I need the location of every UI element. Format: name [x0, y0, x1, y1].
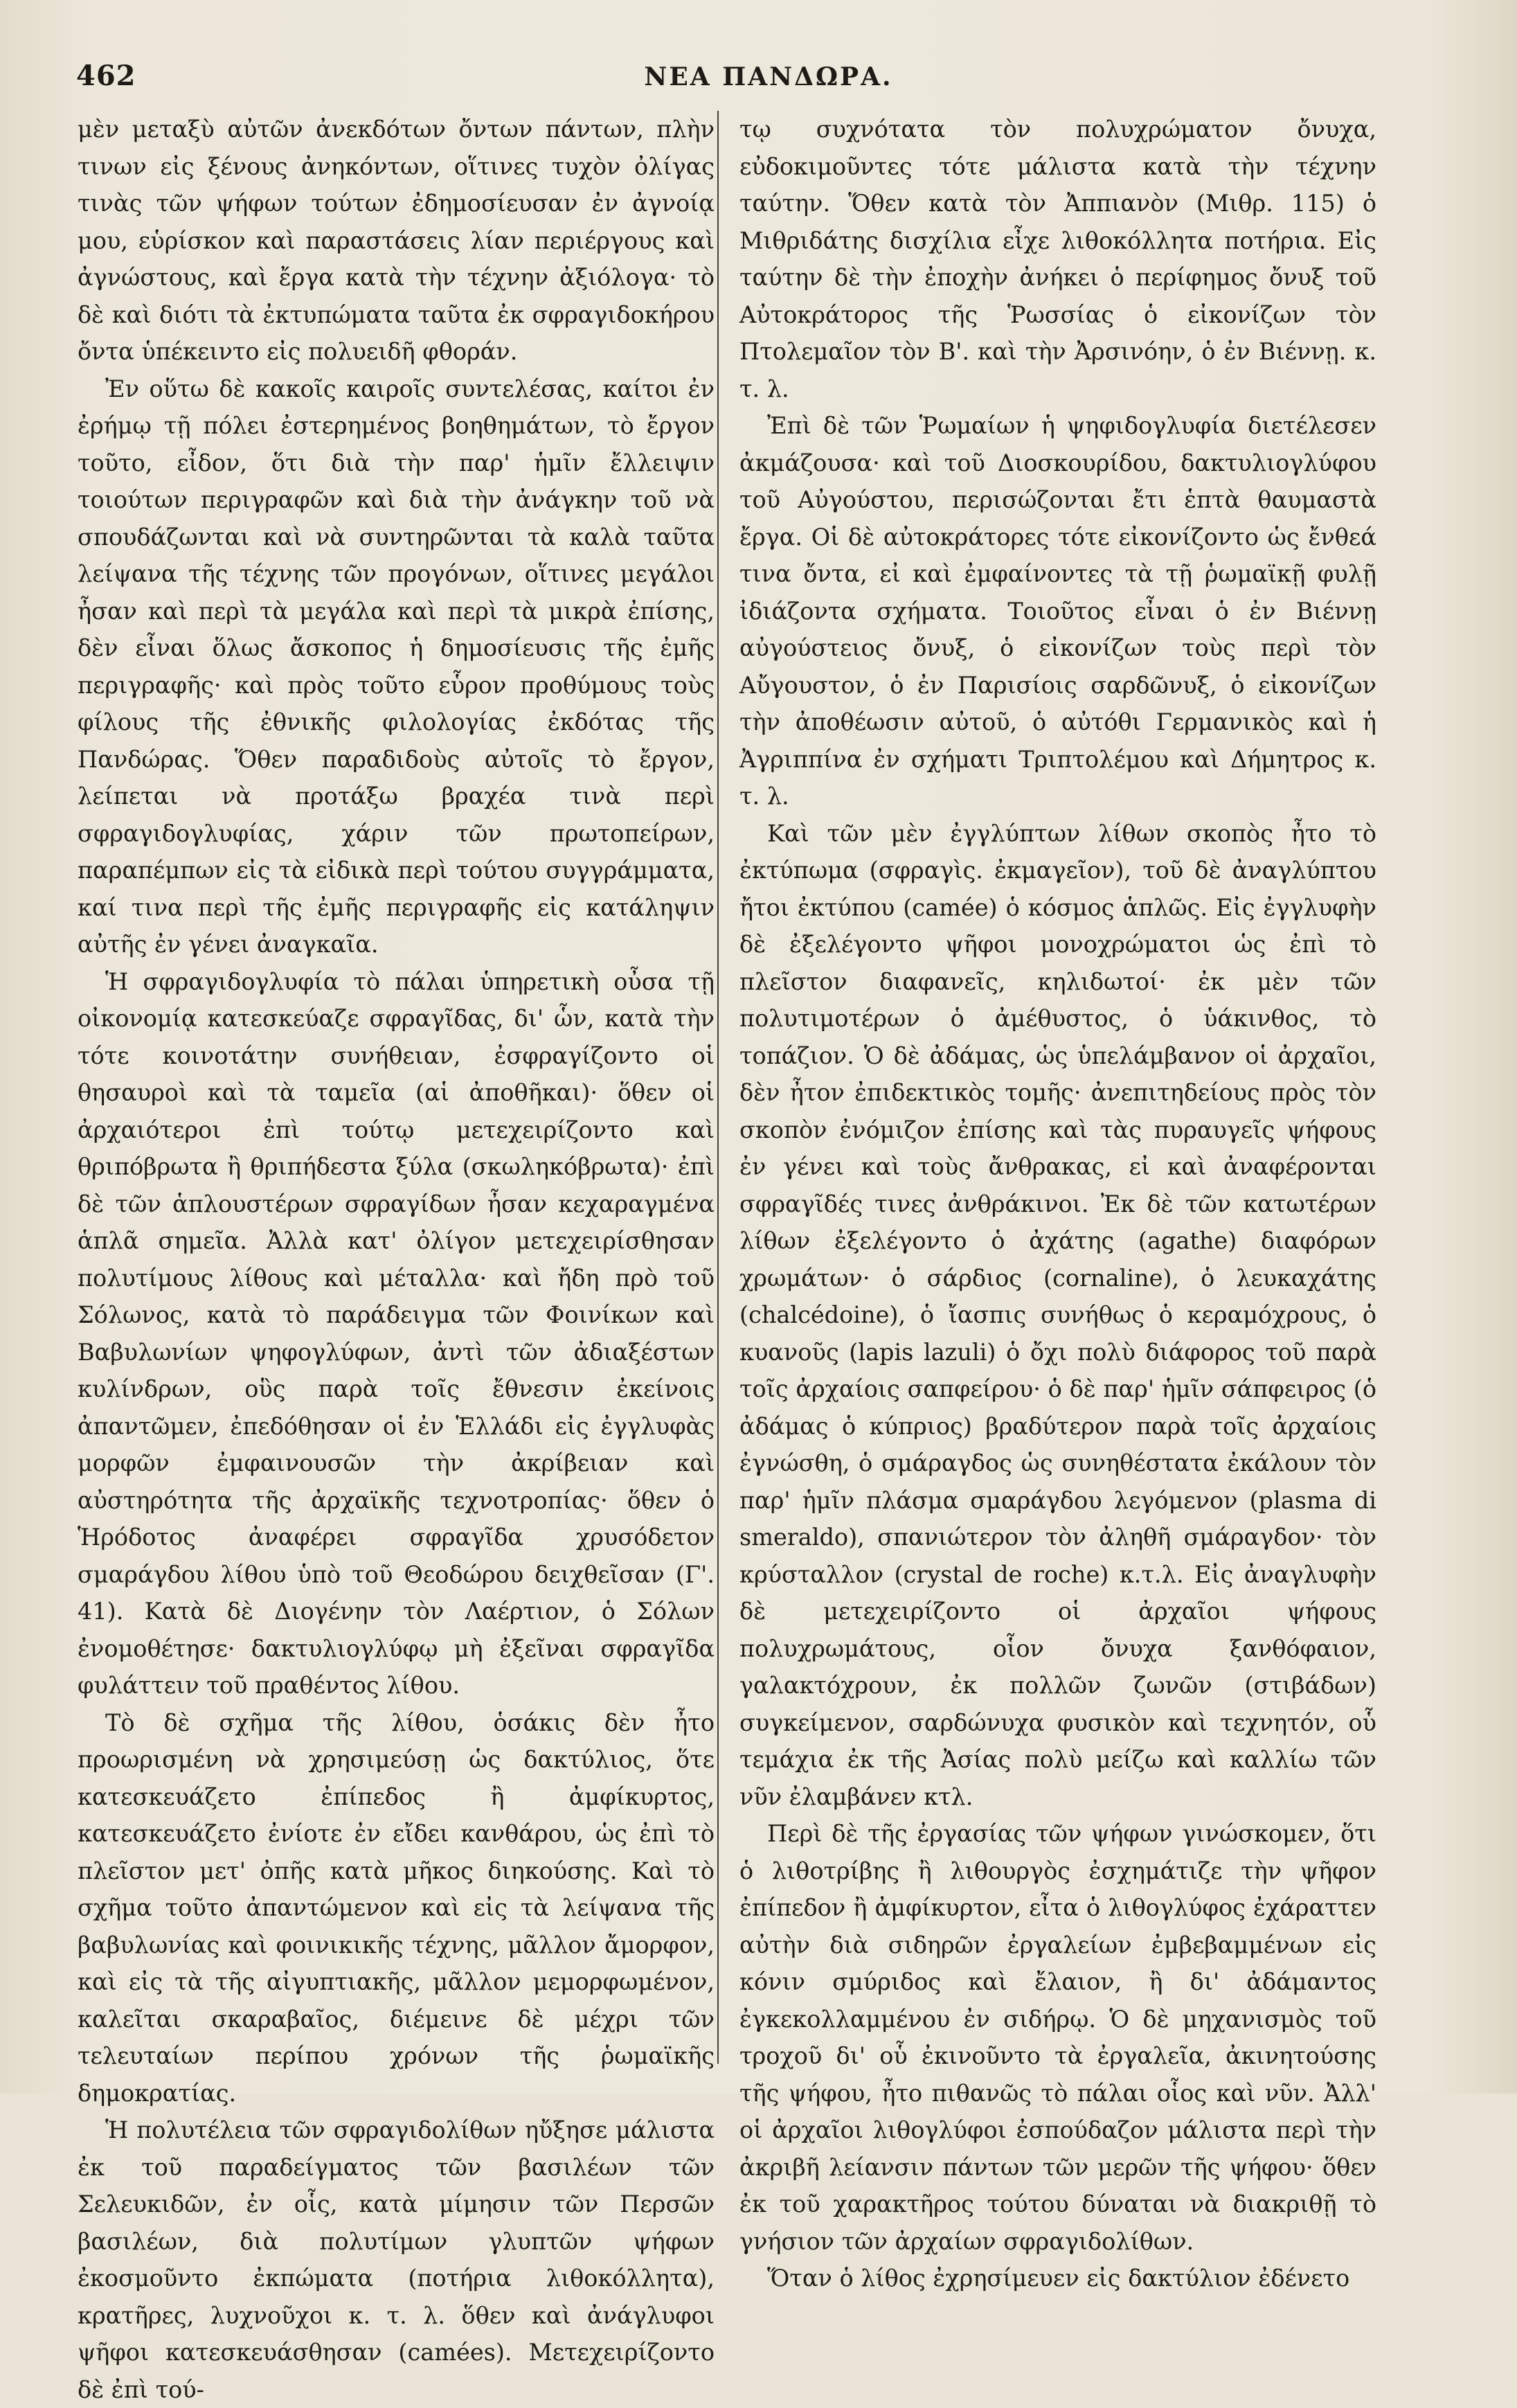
running-title: ΝΕΑ ΠΑΝΔΩΡΑ.	[644, 62, 893, 91]
page-header	[76, 60, 1461, 101]
paragraph: Ἡ σφραγιδογλυφία τὸ πάλαι ὑπηρετικὴ οὖσα τῇ οἰκονομίᾳ κατεσκεύαζε σφραγῖδας, δι' ὧν, κατὰ τὴν τότε κοινοτάτην συνήθειαν, ἐσφραγίζοντο οἱ θησαυροὶ καὶ τὰ ταμεῖα (αἱ ἀποθῆκαι)· ὅθεν οἱ ἀρχαιότεροι ἐπὶ τούτῳ μετεχειρίζοντο καὶ θριπόβρωτα ἢ θριπήδεστα ξύλα (σκωληκόβρωτα)· ἐπὶ δὲ τῶν ἁπλουστέρων σφραγίδων ἦσαν κεχαραγμένα ἁπλᾶ σημεῖα. Ἀλλὰ κατ' ὀλίγον μετεχειρίσθησαν πολυτίμους λίθους καὶ μέταλλα· καὶ ἤδη πρὸ τοῦ Σόλωνος, κατὰ τὸ παράδειγμα τῶν Φοινίκων καὶ Βαβυλωνίων ψηφογλύφων, ἀντὶ τῶν ἀδιαξέστων κυλίνδρων, οὓς παρὰ τοῖς ἔθνεσιν ἐκείνοις ἀπαντῶμεν, ἐπεδόθησαν οἱ ἐν Ἑλλάδι εἰς ἐγγλυφὰς μορφῶν ἐμφαινουσῶν τὴν ἀκρίβειαν καὶ αὐστηρότητα τῆς ἀρχαϊκῆς τεχνοτροπίας· ὅθεν ὁ Ἡρόδοτος ἀναφέρει σφραγῖδα χρυσόδετον σμαράγδου λίθου ὑπὸ τοῦ Θεοδώρου δειχθεῖσαν (Γ'. 41). Κατὰ δὲ Διογένην τὸν Λαέρτιον, ὁ Σόλων ἐνομοθέτησε· δακτυλιογλύφῳ μὴ ἐξεῖναι σφραγῖδα φυλάττειν τοῦ πραθέντος λίθου.	[78, 967, 715, 1699]
column-divider	[717, 111, 719, 2064]
paragraph: Ἡ πολυτέλεια τῶν σφραγιδολίθων ηὔξησε μάλιστα ἐκ τοῦ παραδείγματος τῶν βασιλέων τῶν Σελευκιδῶν, ἐν οἷς, κατὰ μίμησιν τῶν Περσῶν βασιλέων, διὰ πολυτίμων γλυπτῶν ψήφων ἐκοσμοῦντο ἐκπώματα (ποτήρια λιθοκόλλητα), κρατῆρες, λυχνοῦχοι κ. τ. λ. ὅθεν καὶ ἀνάγλυφοι ψῆφοι κατεσκευάσθησαν (camées). Μετεχειρίζοντο δὲ ἐπὶ τού-	[78, 2116, 715, 2403]
paragraph: Καὶ τῶν μὲν ἐγγλύπτων λίθων σκοπὸς ἦτο τὸ ἐκτύπωμα (σφραγὶς. ἐκμαγεῖον), τοῦ δὲ ἀναγλύπτου ἤτοι ἐκτύπου (camée) ὁ κόσμος ἁπλῶς. Εἰς ἐγγλυφὴν δὲ ἐξελέγοντο ψῆφοι μονοχρώματοι ὡς ἐπὶ τὸ πλεῖστον διαφανεῖς, κηλιδωτοί· ἐκ μὲν τῶν πολυτιμοτέρων ὁ ἀμέθυστος, ὁ ὑάκινθος, τὸ τοπάζιον. Ὁ δὲ ἀδάμας, ὡς ὑπελάμβανον οἱ ἀρχαῖοι, δὲν ἦτον ἐπιδεκτικὸς τομῆς· ἀνεπιτηδείους πρὸς τὸν σκοπὸν ἐνόμιζον ἐπίσης καὶ τὰς πυραυγεῖς ψήφους ἐν γένει καὶ τοὺς ἄνθρακας, εἰ καὶ ἀναφέρονται σφραγῖδές τινες ἀνθράκινοι. Ἐκ δὲ τῶν κατωτέρων λίθων ἐξελέγοντο ὁ ἀχάτης (agathe) διαφόρων χρωμάτων· ὁ σάρδιος (cornaline), ὁ λευκαχάτης (chalcédoine), ὁ ἴασπις συνήθως ὁ κεραμόχρους, ὁ κυανοῦς (lapis lazuli) ὁ ὄχι πολὺ διάφορος τοῦ παρὰ τοῖς ἀρχαίοις σαπφείρου· ὁ δὲ παρ' ἡμῖν σάπφειρος (ὁ ἀδάμας ὁ κύπριος) βραδύτερον παρὰ τοῖς ἀρχαίοις ἐγνώσθη, ὁ σμάραγδος ὡς συνηθέστατα ἐκάλουν τὸν παρ' ἡμῖν πλάσμα σμαράγδου λεγόμενον (plasma di smeraldo), σπανιώτερον τὸν ἀληθῆ σμάραγδον· τὸν κρύσταλλον (crystal de roche) κ.τ.λ. Εἰς ἀναγλυφὴν δὲ μετεχειρίζοντο οἱ ἀρχαῖοι ψήφους πολυχρωμάτους, οἷον ὄνυχα ξανθόφαιον, γαλακτόχρουν, ἐκ πολλῶν ζωνῶν (στιβάδων) συγκείμενον, σαρδώνυχα φυσικὸν καὶ τεχνητόν, οὗ τεμάχια ἐκ τῆς Ἀσίας πολὺ μείζω καὶ καλλίω τῶν νῦν ἐλαμβάνεν κτλ.	[739, 819, 1376, 1810]
paragraph: Ὅταν ὁ λίθος ἐχρησίμευεν εἰς δακτύλιον ἐδένετο	[767, 2265, 1350, 2292]
left-column	[78, 111, 715, 2408]
page-number: 462	[76, 60, 136, 92]
paragraph: Τὸ δὲ σχῆμα τῆς λίθου, ὁσάκις δὲν ἦτο προωρισμένη νὰ χρησιμεύσῃ ὡς δακτύλιος, ὅτε κατεσκευάζετο ἐπίπεδος ἢ ἀμφίκυρτος, κατεσκευάζετο ἐνίοτε ἐν εἴδει κανθάρου, ὡς ἐπὶ τὸ πλεῖστον μετ' ὀπῆς κατὰ μῆκος διηκούσης. Καὶ τὸ σχῆμα τοῦτο ἀπαντώμενον καὶ εἰς τὰ λείψανα τῆς βαβυλωνίας καὶ φοινικικῆς τέχνης, μᾶλλον ἄμορφον, καὶ εἰς τὰ τῆς αἰγυπτιακῆς, μᾶλλον μεμορφωμένον, καλεῖται σκαραβαῖος, διέμεινε δὲ μέχρι τῶν τελευταίων περίπου χρόνων τῆς ῥωμαϊκῆς δημοκρατίας.	[78, 1709, 715, 2107]
paragraph: Περὶ δὲ τῆς ἐργασίας τῶν ψήφων γινώσκομεν, ὅτι ὁ λιθοτρίβης ἢ λιθουργὸς ἐσχημάτιζε τὴν ψῆφον ἐπίπεδον ἢ ἀμφίκυρτον, εἶτα ὁ λιθογλύφος ἐχάραττεν αὐτὴν διὰ σιδηρῶν ἐργαλείων ἐμβεβαμμένων εἰς κόνιν σμύριδος καὶ ἔλαιον, ἢ δι' ἀδάμαντος ἐγκεκολλαμμένου ἐν σιδήρῳ. Ὁ δὲ μηχανισμὸς τοῦ τροχοῦ δι' οὗ ἐκινοῦντο τὰ ἐργαλεῖα, ἀκινητούσης τῆς ψήφου, ἦτο πιθανῶς τὸ πάλαι οἷος καὶ νῦν. Ἀλλ' οἱ ἀρχαῖοι λιθογλύφοι ἐσπούδαζον μάλιστα περὶ τὴν ἀκριβῆ λείανσιν πάντων τῶν μερῶν τῆς ψήφου· ὅθεν ἐκ τοῦ χαρακτῆρος τούτου δύναται νὰ διακριθῇ τὸ γνήσιον τῶν ἀρχαίων σφραγιδολίθων.	[739, 1820, 1376, 2255]
paragraph: τῳ συχνότατα τὸν πολυχρώματον ὄνυχα, εὐδοκιμοῦντες τότε μάλιστα κατὰ τὴν τέχνην ταύτην. Ὅθεν κατὰ τὸν Ἀππιανὸν (Μιθρ. 115) ὁ Μιθριδάτης δισχίλια εἶχε λιθοκόλλητα ποτήρια. Εἰς ταύτην δὲ τὴν ἐποχὴν ἀνήκει ὁ περίφημος ὄνυξ τοῦ Αὐτοκράτορος τῆς Ῥωσσίας ὁ εἰκονίζων τὸν Πτολεμαῖον τὸν Β'. καὶ τὴν Ἀρσινόην, ὁ ἐν Βιέννῃ. κ. τ. λ.	[739, 116, 1376, 402]
paragraph: μὲν μεταξὺ αὐτῶν ἀνεκδότων ὄντων πάντων, πλὴν τινων εἰς ξένους ἀνηκόντων, οἵτινες τυχὸν ὀλίγας τινὰς τῶν ψήφων τούτων ἐδημοσίευσαν ἐν ἀγνοίᾳ μου, εὑρίσκον καὶ παραστάσεις λίαν περιέργους καὶ ἀγνώστους, καὶ ἔργα κατὰ τὴν τέχνην ἀξιόλογα· τὸ δὲ καὶ διότι τὰ ἐκτυπώματα ταῦτα ἐκ σφραγιδοκήρου ὄντα ὑπέκειντο εἰς πολυειδῆ φθοράν.	[78, 116, 715, 365]
paragraph: Ἐν οὕτω δὲ κακοῖς καιροῖς συντελέσας, καίτοι ἐν ἐρήμῳ τῇ πόλει ἐστερημένος βοηθημάτων, τὸ ἔργον τοῦτο, εἶδον, ὅτι διὰ τὴν παρ' ἡμῖν ἔλλειψιν τοιούτων περιγραφῶν καὶ διὰ τὴν ἀνάγκην τοῦ νὰ σπουδάζωνται καὶ νὰ συντηρῶνται τὰ καλὰ ταῦτα λείψανα τῆς τέχνης τῶν προγόνων, οἵτινες μεγάλοι ἦσαν καὶ περὶ τὰ μεγάλα καὶ περὶ τὰ μικρὰ ἐπίσης, δὲν εἶναι ὅλως ἄσκοπος ἡ δημοσίευσις τῆς ἐμῆς περιγραφῆς· καὶ πρὸς τοῦτο εὗρον προθύμους τοὺς φίλους τῆς ἐθνικῆς φιλολογίας ἐκδότας τῆς Πανδώρας. Ὅθεν παραδιδοὺς αὐτοῖς τὸ ἔργον, λείπεται νὰ προτάξω βραχέα τινὰ περὶ σφραγιδογλυφίας, χάριν τῶν πρωτοπείρων, παραπέμπων εἰς τὰ εἰδικὰ περὶ τούτου συγγράμματα, καί τινα περὶ τῆς ἐμῆς περιγραφῆς εἰς κατάληψιν αὐτῆς ἐν γένει ἀναγκαῖα.	[78, 375, 715, 958]
paragraph: Ἐπὶ δὲ τῶν Ῥωμαίων ἡ ψηφιδογλυφία διετέλεσεν ἀκμάζουσα· καὶ τοῦ Διοσκουρίδου, δακτυλιογλύφου τοῦ Αὐγούστου, περισώζονται ἔτι ἑπτὰ θαυμαστὰ ἔργα. Οἱ δὲ αὐτοκράτορες τότε εἰκονίζοντο ὡς ἔνθεά τινα ὄντα, εἰ καὶ ἐμφαίνοντες τὰ τῇ ῥωμαϊκῇ φυλῇ ἰδιάζοντα σχήματα. Τοιοῦτος εἶναι ὁ ἐν Βιέννῃ αὐγούστειος ὄνυξ, ὁ εἰκονίζων τοὺς περὶ τὸν Αὔγουστον, ὁ ἐν Παρισίοις σαρδῶνυξ, ὁ εἰκονίζων τὴν ἀποθέωσιν αὐτοῦ, ὁ αὐτόθι Γερμανικὸς καὶ ἡ Ἀγριππίνα ἐν σχήματι Τριπτολέμου καὶ Δήμητρος κ. τ. λ.	[739, 412, 1376, 810]
right-column	[739, 111, 1376, 2297]
